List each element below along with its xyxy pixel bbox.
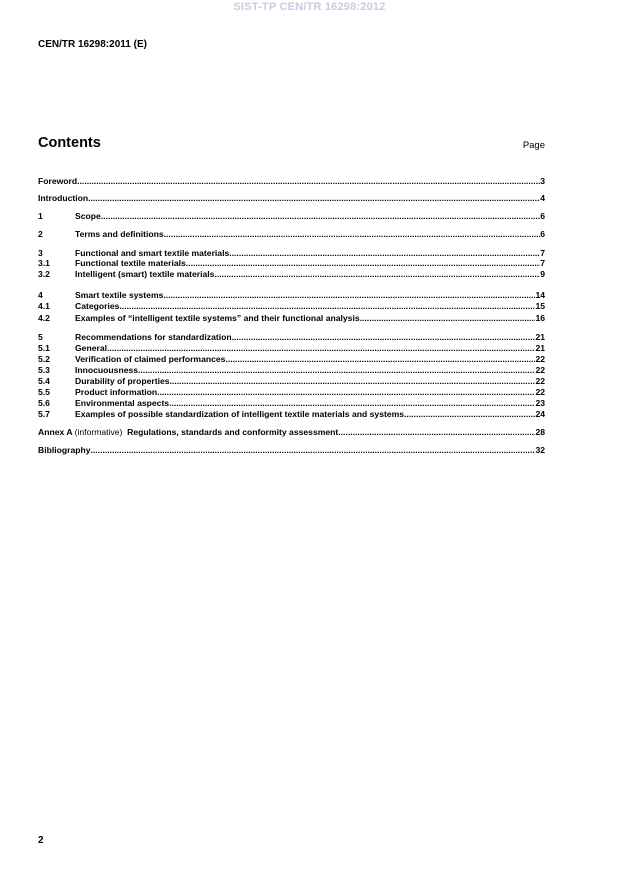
toc-entry-4-2[interactable]	[38, 313, 545, 324]
annex-note: (informative)	[74, 427, 123, 437]
toc-entry-title: Smart textile systems	[75, 290, 164, 300]
toc-entry-title: Functional textile materials	[75, 258, 186, 268]
toc-entry-5-5[interactable]	[38, 387, 545, 398]
toc-entry-page: 32	[535, 445, 545, 455]
dot-leader	[169, 398, 535, 409]
toc-entry-page: 21	[535, 332, 545, 342]
toc-entry-page: 22	[535, 354, 545, 364]
dot-leader	[214, 269, 540, 280]
dot-leader	[225, 354, 535, 365]
toc-entry-page: 22	[535, 387, 545, 397]
toc-entry-number: 5.3	[38, 365, 50, 375]
toc-entry-title: Innocuousness	[75, 365, 139, 375]
dot-leader	[163, 290, 535, 301]
contents-heading: Contents	[38, 135, 101, 151]
annex-label: Annex A	[38, 427, 73, 437]
toc-entry-number: 5.4	[38, 376, 50, 386]
toc-entry-5-2[interactable]	[38, 354, 545, 365]
dot-leader	[107, 343, 535, 354]
dot-leader	[360, 313, 536, 324]
toc-entry-title	[38, 427, 338, 438]
dot-leader	[170, 376, 536, 387]
toc-entry-title: Product information	[75, 387, 158, 397]
toc-entry-number: 4	[38, 290, 43, 300]
toc-entry-3-1[interactable]	[38, 258, 545, 269]
toc-entry-page: 6	[540, 211, 545, 221]
toc-entry-introduction[interactable]	[38, 193, 545, 204]
toc-entry-annex-a[interactable]	[38, 427, 545, 438]
toc-entry-foreword[interactable]	[38, 176, 545, 187]
toc-entry-page: 28	[535, 427, 545, 437]
toc-entry-page: 9	[540, 269, 545, 279]
toc-entry-number: 3.2	[38, 269, 50, 279]
toc-entry-5-7[interactable]	[38, 409, 545, 420]
toc-entry-title: Recommendations for standardization	[75, 332, 232, 342]
toc-entry-bibliography[interactable]	[38, 445, 545, 456]
toc-entry-title: Foreword	[38, 176, 78, 186]
toc-entry-title: Intelligent (smart) textile materials	[75, 269, 215, 279]
toc-entry-title: Categories	[75, 301, 120, 311]
toc-entry-page: 22	[535, 376, 545, 386]
toc-entry-title: Examples of possible standardization of intelligent textile materials and systems	[75, 409, 405, 419]
dot-leader	[404, 409, 535, 420]
toc-entry-title: General	[75, 343, 108, 353]
toc-entry-page: 14	[535, 290, 545, 300]
toc-entry-number: 4.2	[38, 313, 50, 323]
toc-entry-2[interactable]	[38, 229, 545, 240]
toc-entry-page: 24	[535, 409, 545, 419]
toc-entry-4-1[interactable]	[38, 301, 545, 312]
watermark: SIST-TP CEN/TR 16298:2012	[233, 1, 386, 13]
toc-entry-4[interactable]	[38, 290, 545, 301]
toc-entry-5-1[interactable]	[38, 343, 545, 354]
toc-entry-page: 4	[540, 193, 545, 203]
toc-entry-number: 5.6	[38, 398, 50, 408]
dot-leader	[77, 176, 540, 187]
toc-entry-title: Terms and definitions	[75, 229, 164, 239]
dot-leader	[101, 211, 540, 222]
toc-entry-number: 5.5	[38, 387, 50, 397]
annex-title: Regulations, standards and conformity assessment	[127, 427, 339, 437]
page-number: 2	[38, 835, 44, 846]
toc-entry-5-6[interactable]	[38, 398, 545, 409]
toc-entry-title: Bibliography	[38, 445, 91, 455]
document-identifier: CEN/TR 16298:2011 (E)	[38, 39, 147, 50]
toc-entry-number: 4.1	[38, 301, 50, 311]
toc-entry-number: 5.1	[38, 343, 50, 353]
toc-entry-page: 7	[540, 248, 545, 258]
toc-entry-page: 3	[540, 176, 545, 186]
toc-entry-title: Durability of properties	[75, 376, 170, 386]
toc-entry-title: Environmental aspects	[75, 398, 170, 408]
toc-entry-number: 3.1	[38, 258, 50, 268]
toc-entry-page: 7	[540, 258, 545, 268]
toc-entry-5-3[interactable]	[38, 365, 545, 376]
dot-leader	[88, 193, 540, 204]
dot-leader	[338, 427, 535, 438]
toc-entry-page: 15	[535, 301, 545, 311]
toc-entry-page: 16	[535, 313, 545, 323]
toc-entry-3-2[interactable]	[38, 269, 545, 280]
dot-leader	[164, 229, 541, 240]
toc-entry-title: Functional and smart textile materials	[75, 248, 230, 258]
toc-entry-title: Verification of claimed performances	[75, 354, 226, 364]
dot-leader	[232, 332, 536, 343]
toc-entry-title: Examples of “intelligent textile systems” and their functional analysis	[75, 313, 360, 323]
toc-entry-number: 5	[38, 332, 43, 342]
dot-leader	[157, 387, 535, 398]
toc-entry-number: 1	[38, 211, 43, 221]
toc-entry-page: 23	[535, 398, 545, 408]
toc-entry-page: 6	[540, 229, 545, 239]
toc-entry-5-4[interactable]	[38, 376, 545, 387]
page-column-label: Page	[522, 140, 545, 151]
dot-leader	[119, 301, 535, 312]
toc-entry-title: Introduction	[38, 193, 89, 203]
toc-entry-page: 22	[535, 365, 545, 375]
toc-entry-number: 5.2	[38, 354, 50, 364]
dot-leader	[186, 258, 540, 269]
toc-entry-number: 2	[38, 229, 43, 239]
toc-entry-title: Scope	[75, 211, 101, 221]
toc-entry-1[interactable]	[38, 211, 545, 222]
toc-entry-number: 3	[38, 248, 43, 258]
toc-entry-5[interactable]	[38, 332, 545, 343]
toc-entry-page: 21	[535, 343, 545, 353]
dot-leader	[138, 365, 535, 376]
toc-entry-number: 5.7	[38, 409, 50, 419]
dot-leader	[91, 445, 536, 456]
